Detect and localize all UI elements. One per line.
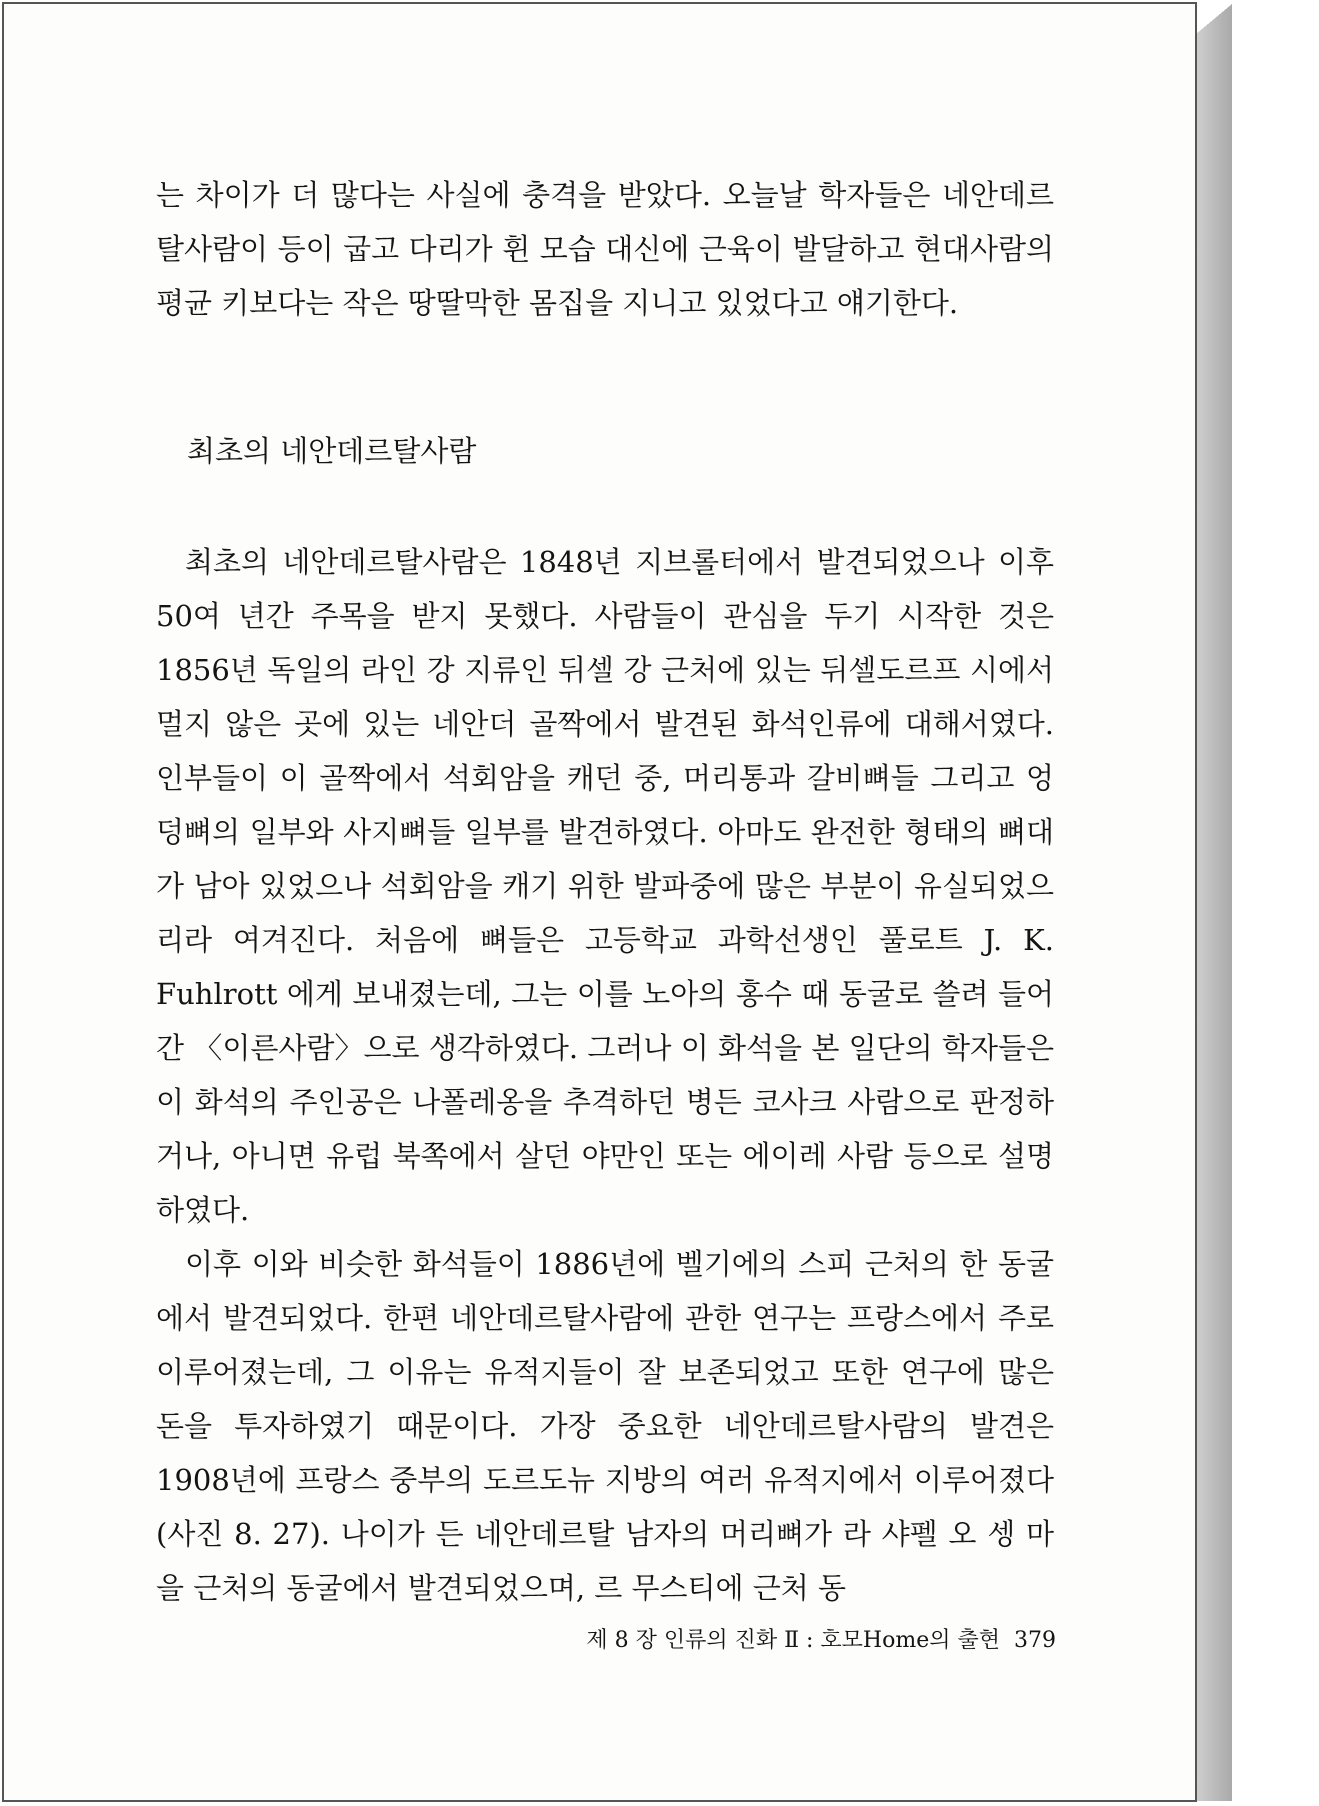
body-paragraph-2: 이후 이와 비슷한 화석들이 1886년에 벨기에의 스피 근처의 한 동굴에서 발견되었다. 한편 네안데르탈사람에 관한 연구는 프랑스에서 주로 이루어졌는데, 그 이유는 유적지들이 잘 보존되었고 또한 연구에 많은 돈을 투자하였기 때문이다. 가장 중요한 네안데르탈사람의 발견은 1908년에 프랑스 중부의 도르도뉴 지방의 여러 유적지에서 이루어졌다(사진 8. 27). 나이가 든 네안데르탈 남자의 머리뼈가 라 샤펠 오 셍 마을 근처의 동굴에서 발견되었으며, 르 무스티에 근처 동	[156, 1247, 1054, 1605]
running-title: 제 8 장 인류의 진화 Ⅱ : 호모Home의 출현	[586, 1628, 1000, 1653]
book-page	[2, 2, 1197, 1802]
section-heading: 최초의 네안데르탈사람	[187, 434, 477, 468]
intro-text-block	[156, 168, 1054, 330]
body-paragraph-1: 최초의 네안데르탈사람은 1848년 지브롤터에서 발견되었으나 이후 50여 년간 주목을 받지 못했다. 사람들이 관심을 두기 시작한 것은 1856년 독일의 라인 강 지류인 뒤셀 강 근처에 있는 뒤셀도르프 시에서 멀지 않은 곳에 있는 네안더 골짝에서 발견된 화석인류에 대해서였다. 인부들이 이 골짝에서 석회암을 캐던 중, 머리통과 갈비뼈들 그리고 엉덩뼈의 일부와 사지뼈들 일부를 발견하였다. 아마도 완전한 형태의 뼈대가 남아 있었으나 석회암을 캐기 위한 발파중에 많은 부분이 유실되었으리라 여겨진다. 처음에 뼈들은 고등학교 과학선생인 풀로트 J. K. Fuhlrott 에게 보내졌는데, 그는 이를 노아의 홍수 때 동굴로 쓸려 들어간 〈이른사람〉으로 생각하였다. 그러나 이 화석을 본 일단의 학자들은 이 화석의 주인공은 나폴레옹을 추격하던 병든 코사크 사람으로 판정하거나, 아니면 유럽 북쪽에서 살던 야만인 또는 에이레 사람 등으로 설명하였다.	[156, 545, 1054, 1227]
page-stack-edge	[1196, 4, 1232, 1801]
main-text-block	[156, 535, 1054, 1615]
page-number: 379	[1014, 1628, 1056, 1653]
page-footer	[504, 1623, 1056, 1654]
page-corner-fold	[1196, 4, 1232, 34]
intro-paragraph: 는 차이가 더 많다는 사실에 충격을 받았다. 오늘날 학자들은 네안데르탈사람이 등이 굽고 다리가 휜 모습 대신에 근육이 발달하고 현대사람의 평균 키보다는 작은 땅딸막한 몸집을 지니고 있었다고 얘기한다.	[156, 178, 1054, 320]
